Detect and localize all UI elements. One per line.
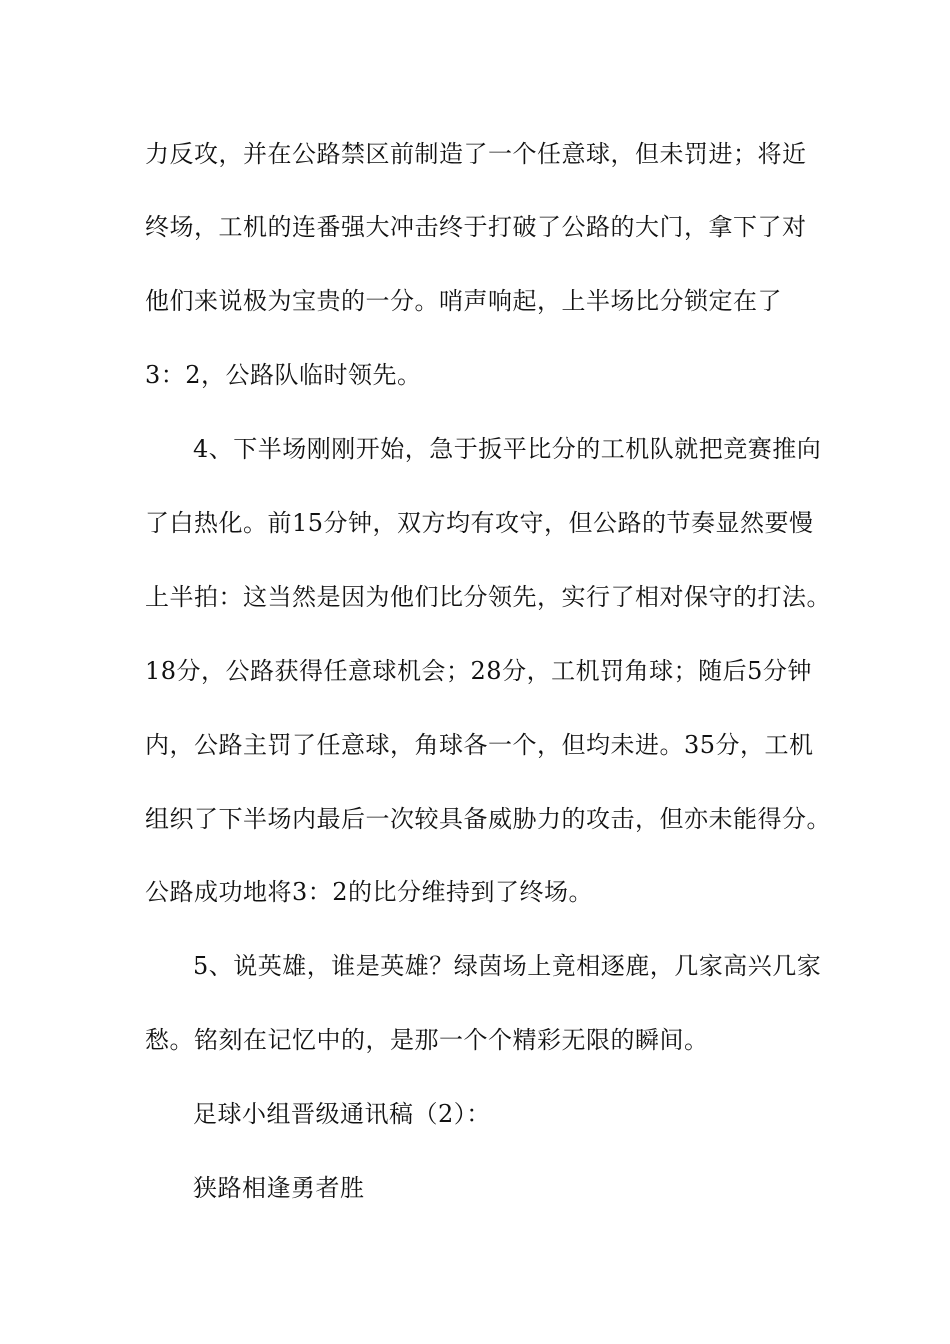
text-line: 终场，工机的连番强大冲击终于打破了公路的大门，拿下了对 bbox=[145, 213, 807, 241]
text-line: 力反攻，并在公路禁区前制造了一个任意球，但未罚进；将近 bbox=[145, 140, 807, 168]
text-line: 公路成功地将3：2的比分维持到了终场。 bbox=[145, 878, 594, 906]
text-line: 他们来说极为宝贵的一分。哨声响起，上半场比分锁定在了 bbox=[145, 287, 782, 315]
text-line: 18分，公路获得任意球机会；28分，工机罚角球；随后5分钟 bbox=[145, 657, 812, 685]
text-line: 上半拍：这当然是因为他们比分领先，实行了相对保守的打法。 bbox=[145, 583, 831, 611]
text-line: 愁。铭刻在记忆中的，是那一个个精彩无限的瞬间。 bbox=[145, 1026, 709, 1054]
paragraph-start-line: 4、下半场刚刚开始，急于扳平比分的工机队就把竞赛推向 bbox=[193, 435, 822, 463]
paragraph-start-line: 5、说英雄，谁是英雄？绿茵场上竟相逐鹿，几家高兴几家 bbox=[193, 952, 822, 980]
text-line: 组织了下半场内最后一次较具备威胁力的攻击，但亦未能得分。 bbox=[145, 805, 831, 833]
text-line: 3：2，公路队临时领先。 bbox=[145, 361, 422, 389]
text-line: 内，公路主罚了任意球，角球各一个，但均未进。35分，工机 bbox=[145, 731, 814, 759]
article-title: 狭路相逢勇者胜 bbox=[193, 1174, 365, 1202]
section-heading: 足球小组晋级通讯稿（2）： bbox=[193, 1100, 491, 1128]
text-line: 了白热化。前15分钟，双方均有攻守，但公路的节奏显然要慢 bbox=[145, 509, 814, 537]
